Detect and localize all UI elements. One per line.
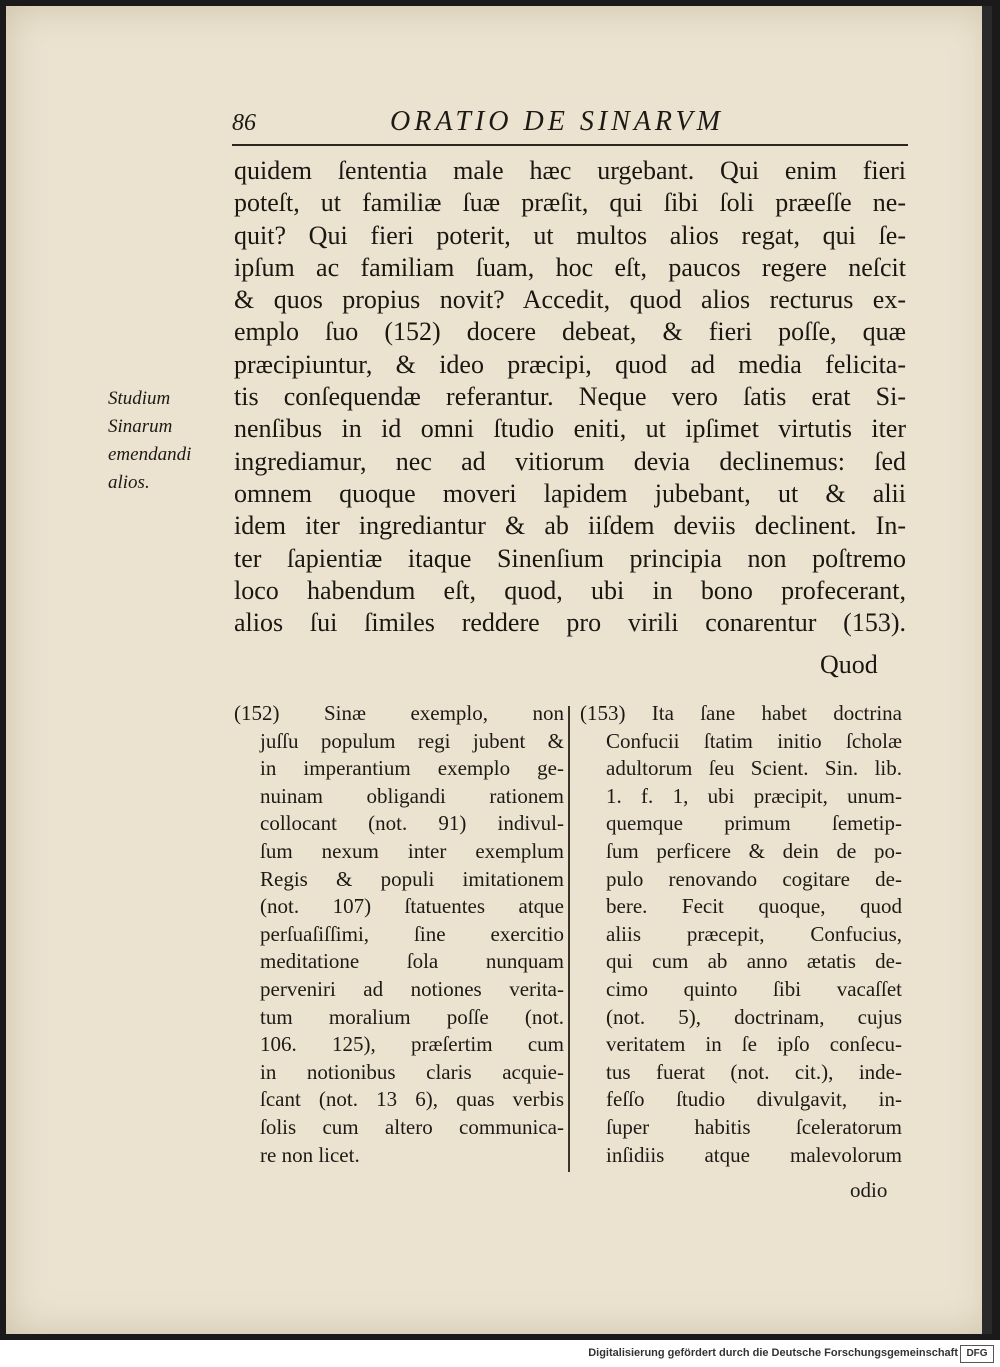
- dfg-logo: DFG: [960, 1345, 994, 1363]
- footnote-line: in imperantium exemplo ge-: [260, 756, 564, 781]
- footnote-line: re non licet.: [260, 1142, 360, 1167]
- footnote-line: ſum perficere & dein de po-: [606, 838, 902, 863]
- marginal-line: Studium: [108, 388, 171, 409]
- footnote-line: perveniri ad notiones verita-: [260, 976, 564, 1001]
- footnote-line: Confucii ſtatim initio ſcholæ: [606, 728, 902, 753]
- text-line: & quos propius novit? Accedit, quod alios recturus ex-: [234, 285, 906, 315]
- marginal-line: Sinarum: [108, 416, 173, 437]
- text-line: ter ſapientiæ itaque Sinenſium principia non poſtremo: [234, 543, 906, 573]
- footnote-line: 1. f. 1, ubi præcipit, unum-: [606, 783, 902, 808]
- footnote-line: (152) Sinæ exemplo, non: [234, 701, 564, 725]
- text-line: alios ſui ſimiles reddere pro virili conarentur (153).: [234, 608, 906, 638]
- footnote-line: Regis & populi imitationem: [260, 866, 564, 891]
- text-line: præcipiuntur, & ideo præcipi, quod ad media felicita-: [234, 349, 906, 379]
- footnote-line: inſidiis atque malevolorum: [606, 1142, 902, 1167]
- text-line: idem iter ingrediantur & ab iiſdem deviis declinent. In-: [234, 511, 906, 541]
- footnote-line: ſolis cum altero communica-: [260, 1114, 564, 1139]
- footnote-line: tum moralium poſſe (not.: [260, 1004, 564, 1029]
- text-line: quidem ſententia male hæc urgebant. Qui enim fieri: [234, 156, 906, 185]
- footnote-153: [580, 700, 902, 1169]
- text-line: emplo ſuo (152) docere debeat, & fieri poſſe, quæ: [234, 317, 906, 347]
- footnote-line: (153) Ita ſane habet doctrina: [580, 701, 902, 725]
- footnote-line: veritatem in ſe ipſo conſecu-: [606, 1032, 902, 1057]
- footnote-line: bere. Fecit quoque, quod: [606, 894, 902, 919]
- text-line: poteſt, ut familiæ ſuæ præſit, qui ſibi ſoli præeſſe ne-: [234, 188, 906, 218]
- footnote-line: collocant (not. 91) indivul-: [260, 811, 564, 836]
- text-line: tis conſequendæ referantur. Neque vero ſatis erat Si-: [234, 382, 906, 412]
- footnote-line: ſuper habitis ſceleratorum: [606, 1114, 902, 1139]
- footnote-line: (not. 5), doctrinam, cujus: [606, 1004, 902, 1029]
- footnote-line: adultorum ſeu Scient. Sin. lib.: [606, 756, 902, 781]
- footnote-line: nuinam obligandi rationem: [260, 783, 564, 808]
- footnote-line: perſuaſiſſimi, ſine exercitio: [260, 921, 564, 946]
- funding-notice: Digitalisierung gefördert durch die Deutsche Forschungsgemeinschaft: [588, 1347, 958, 1359]
- footnote-line: juſſu populum regi jubent &: [260, 728, 564, 753]
- footnote-line: qui cum ab anno ætatis de-: [606, 949, 902, 974]
- text-line: ipſum ac familiam ſuam, hoc eſt, paucos regere neſcit: [234, 252, 906, 282]
- column-divider: [568, 706, 570, 1172]
- footnote-line: (not. 107) ſtatuentes atque: [260, 894, 564, 919]
- footer-bar: [0, 1340, 1000, 1367]
- text-line: loco habendum eſt, quod, ubi in bono profecerant,: [234, 575, 906, 605]
- marginal-note: [108, 385, 223, 497]
- page-number: 86: [232, 110, 256, 136]
- footnote-line: tus fuerat (not. cit.), inde-: [606, 1059, 902, 1084]
- header-rule: [232, 144, 908, 146]
- footnote-line: pulo renovando cogitare de-: [606, 866, 902, 891]
- running-title: ORATIO DE SINARVM: [390, 106, 724, 137]
- footnote-line: quemque primum ſemetip-: [606, 811, 902, 836]
- footnote-line: meditatione ſola nunquam: [260, 949, 564, 974]
- footnote-line: cimo quinto ſibi vacaſſet: [606, 976, 902, 1001]
- main-text-block: [234, 155, 906, 639]
- footnote-152: [234, 700, 564, 1169]
- catchword: Quod: [820, 650, 878, 679]
- footnote-line: feſſo ſtudio divulgavit, in-: [606, 1087, 902, 1112]
- footnote-catchword: odio: [850, 1178, 888, 1202]
- page-header: [232, 106, 908, 150]
- footnote-line: ſum nexum inter exemplum: [260, 838, 564, 863]
- text-line: ingrediamur, nec ad vitiorum devia declinemus: ſed: [234, 446, 906, 476]
- marginal-line: alios.: [108, 472, 150, 493]
- footnote-line: 106. 125), præſertim cum: [260, 1032, 564, 1057]
- footnote-line: ſcant (not. 13 6), quas verbis: [260, 1087, 564, 1112]
- page-edge: [982, 6, 992, 1334]
- text-line: nenſibus in id omni ſtudio eniti, ut ipſimet virtutis iter: [234, 414, 906, 444]
- footnote-line: in notionibus claris acquie-: [260, 1059, 564, 1084]
- marginal-line: emendandi: [108, 444, 192, 465]
- text-line: omnem quoque moveri lapidem jubebant, ut & alii: [234, 478, 906, 508]
- text-line: quit? Qui fieri poterit, ut multos alios regat, qui ſe-: [234, 220, 906, 250]
- footnote-line: aliis præcepit, Confucius,: [606, 921, 902, 946]
